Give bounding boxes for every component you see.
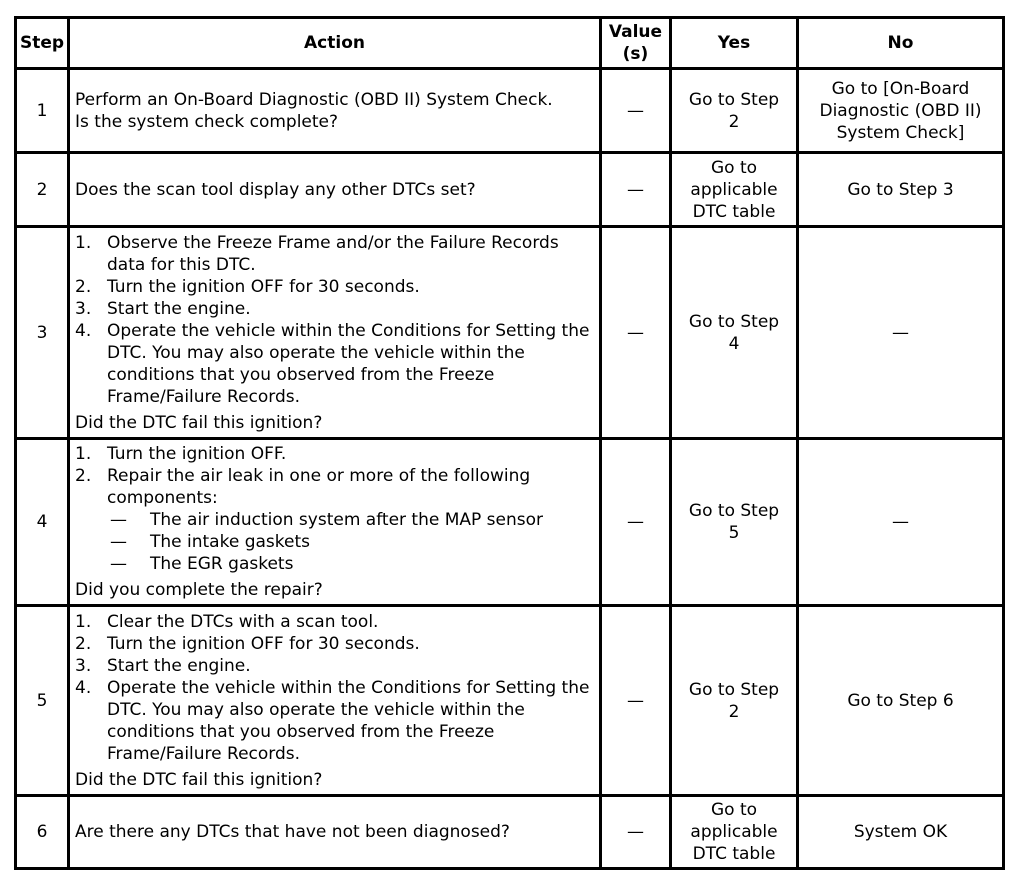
yes-line: applicable bbox=[690, 822, 778, 842]
action-line: Is the system check complete? bbox=[75, 111, 339, 132]
yes-line: 2 bbox=[728, 111, 740, 132]
list-item bbox=[75, 465, 594, 509]
table-row bbox=[16, 439, 1004, 606]
table-row bbox=[16, 796, 1004, 869]
no-cell: — bbox=[798, 227, 1004, 439]
value-cell: — bbox=[601, 227, 671, 439]
table-row bbox=[16, 69, 1004, 153]
list-item-text: Turn the ignition OFF for 30 seconds. bbox=[107, 276, 420, 297]
yes-cell bbox=[671, 439, 798, 606]
header-yes: Yes bbox=[671, 18, 798, 69]
table-row bbox=[16, 606, 1004, 796]
list-item-text: Start the engine. bbox=[107, 298, 251, 319]
yes-cell bbox=[671, 606, 798, 796]
list-item-number: 1. bbox=[75, 611, 92, 632]
step-list bbox=[75, 232, 594, 408]
yes-line: DTC table bbox=[692, 844, 776, 864]
yes-cell bbox=[671, 153, 798, 227]
value-cell: — bbox=[601, 153, 671, 227]
list-item bbox=[75, 276, 594, 298]
list-item-number: 1. bbox=[75, 444, 92, 464]
yes-line: Go to Step bbox=[688, 679, 780, 700]
list-item bbox=[75, 611, 594, 633]
list-item bbox=[110, 509, 594, 531]
yes-line: DTC table bbox=[692, 201, 776, 222]
yes-cell bbox=[671, 227, 798, 439]
step-cell: 4 bbox=[16, 439, 69, 606]
list-item-text: The intake gaskets bbox=[150, 532, 310, 552]
step-list bbox=[75, 443, 594, 509]
action-cell: Are there any DTCs that have not been diagnosed? bbox=[69, 796, 601, 869]
list-item-text: Clear the DTCs with a scan tool. bbox=[107, 611, 379, 632]
list-item bbox=[75, 320, 594, 408]
no-line: System Check] bbox=[836, 122, 965, 143]
list-item bbox=[75, 655, 594, 677]
action-question: Did the DTC fail this ignition? bbox=[75, 412, 323, 433]
yes-line: 2 bbox=[728, 701, 740, 722]
action-question: Did you complete the repair? bbox=[75, 580, 323, 600]
list-item-text: Start the engine. bbox=[107, 655, 251, 676]
yes-line: 5 bbox=[728, 523, 740, 543]
yes-line: Go to bbox=[710, 157, 758, 178]
header-step: Step bbox=[16, 18, 69, 69]
yes-line: Go to Step bbox=[688, 311, 780, 332]
diagnostic-table bbox=[14, 16, 1005, 870]
action-question: Did the DTC fail this ignition? bbox=[75, 769, 323, 790]
component-list bbox=[75, 509, 594, 575]
yes-line: Go to Step bbox=[688, 89, 780, 110]
list-item bbox=[75, 232, 594, 276]
list-item-number: 2. bbox=[75, 633, 92, 654]
list-item-number: 3. bbox=[75, 298, 92, 319]
no-cell: System OK bbox=[798, 796, 1004, 869]
table-row bbox=[16, 153, 1004, 227]
dash-bullet: — bbox=[110, 554, 127, 574]
table-row bbox=[16, 227, 1004, 439]
list-item-text: The EGR gaskets bbox=[150, 554, 294, 574]
value-cell: — bbox=[601, 69, 671, 153]
action-cell bbox=[69, 69, 601, 153]
list-item-number: 2. bbox=[75, 276, 92, 297]
list-item bbox=[75, 677, 594, 765]
action-line: Perform an On-Board Diagnostic (OBD II) System Check. bbox=[75, 89, 553, 110]
list-item bbox=[75, 633, 594, 655]
dash-bullet: — bbox=[110, 510, 127, 530]
no-line: Diagnostic (OBD II) bbox=[819, 100, 982, 121]
no-cell bbox=[798, 69, 1004, 153]
list-item bbox=[75, 298, 594, 320]
action-cell bbox=[69, 606, 601, 796]
list-item-text: Repair the air leak in one or more of the following components: bbox=[107, 466, 531, 508]
dash-bullet: — bbox=[110, 532, 127, 552]
list-item-number: 4. bbox=[75, 677, 92, 698]
value-cell: — bbox=[601, 439, 671, 606]
action-cell: Does the scan tool display any other DTCs set? bbox=[69, 153, 601, 227]
list-item bbox=[110, 531, 594, 553]
value-cell: — bbox=[601, 796, 671, 869]
yes-cell bbox=[671, 69, 798, 153]
step-cell: 2 bbox=[16, 153, 69, 227]
yes-cell bbox=[671, 796, 798, 869]
list-item-text: Turn the ignition OFF. bbox=[107, 444, 287, 464]
yes-line: 4 bbox=[728, 333, 740, 354]
list-item-number: 4. bbox=[75, 320, 92, 341]
no-cell: — bbox=[798, 439, 1004, 606]
list-item-text: Operate the vehicle within the Conditions for Setting the DTC. You may also operate the vehicle within the conditions that you observed from the Freeze Frame/Failure Records. bbox=[107, 677, 590, 764]
step-cell: 1 bbox=[16, 69, 69, 153]
action-cell bbox=[69, 227, 601, 439]
value-cell: — bbox=[601, 606, 671, 796]
header-action: Action bbox=[69, 18, 601, 69]
no-line: Go to [On-Board bbox=[831, 78, 970, 99]
list-item-text: Turn the ignition OFF for 30 seconds. bbox=[107, 633, 420, 654]
list-item-number: 3. bbox=[75, 655, 92, 676]
list-item bbox=[110, 553, 594, 575]
yes-line: Go to Step bbox=[688, 501, 780, 521]
header-value-line2: (s) bbox=[622, 44, 649, 64]
list-item bbox=[75, 443, 594, 465]
list-item-text: Operate the vehicle within the Conditions for Setting the DTC. You may also operate the vehicle within the conditions that you observed from the Freeze Frame/Failure Records. bbox=[107, 320, 590, 407]
list-item-number: 2. bbox=[75, 466, 92, 486]
yes-line: applicable bbox=[690, 179, 778, 200]
yes-line: Go to bbox=[710, 800, 758, 820]
action-cell bbox=[69, 439, 601, 606]
list-item-number: 1. bbox=[75, 232, 92, 253]
step-cell: 3 bbox=[16, 227, 69, 439]
header-value bbox=[601, 18, 671, 69]
header-row bbox=[16, 18, 1004, 69]
header-value-line1: Value bbox=[608, 22, 663, 42]
no-cell: Go to Step 3 bbox=[798, 153, 1004, 227]
list-item-text: The air induction system after the MAP sensor bbox=[150, 510, 544, 530]
list-item-text: Observe the Freeze Frame and/or the Failure Records data for this DTC. bbox=[107, 232, 559, 275]
step-cell: 6 bbox=[16, 796, 69, 869]
header-no: No bbox=[798, 18, 1004, 69]
no-cell: Go to Step 6 bbox=[798, 606, 1004, 796]
step-cell: 5 bbox=[16, 606, 69, 796]
step-list bbox=[75, 611, 594, 765]
